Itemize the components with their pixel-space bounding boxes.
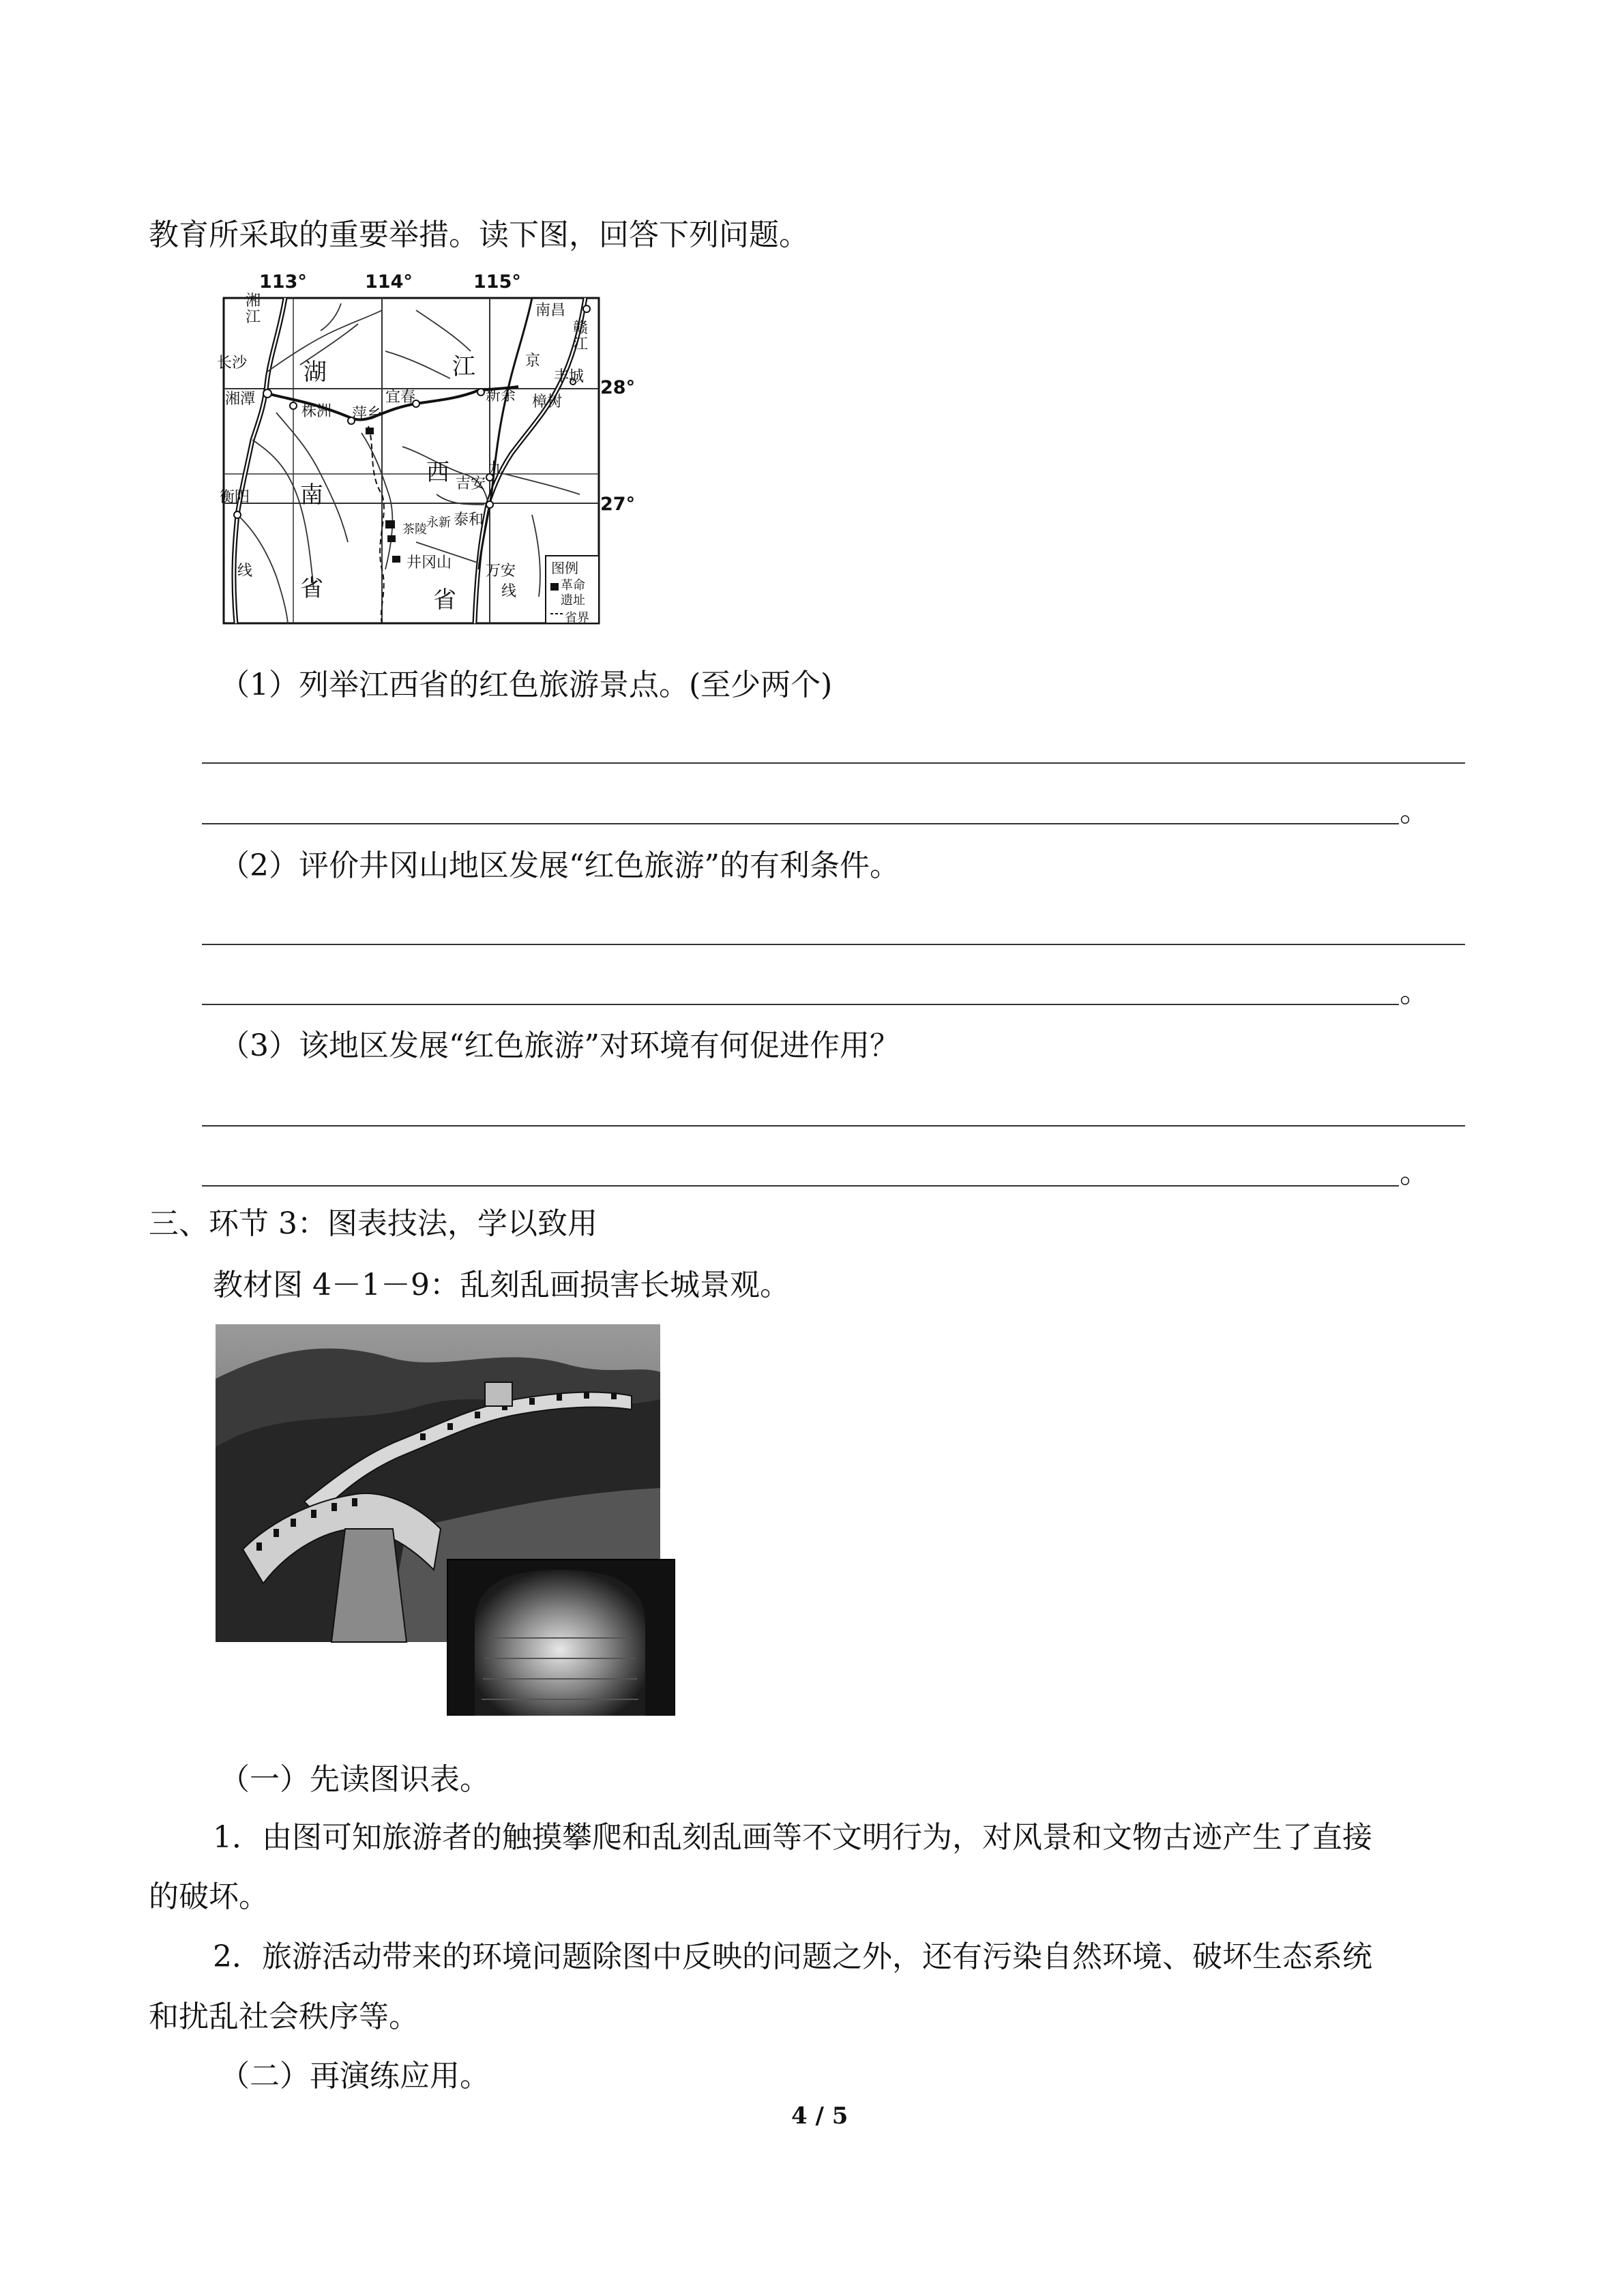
answer-line-2a[interactable] (202, 944, 1465, 945)
label-jian: 吉安 (456, 475, 486, 492)
question-1: （1）列举江西省的红色旅游景点。(至少两个) (220, 668, 833, 702)
section-3-title: 三、环节 3：图表技法，学以致用 (149, 1206, 597, 1241)
label-pingxiang: 萍乡 (352, 406, 383, 423)
lat-label-28: 28° (600, 377, 636, 398)
lon-label-115: 115° (473, 271, 521, 293)
answer-period-1: 。 (1400, 794, 1430, 829)
label-xiangjiang: 湘江 (246, 293, 261, 326)
label-sheng-left: 省 (300, 575, 323, 602)
lon-label-113: 113° (259, 271, 307, 293)
item1-line2: 的破坏。 (149, 1879, 269, 1914)
page-number: 4 / 5 (791, 2102, 848, 2130)
sub2-title: （二）再演练应用。 (220, 2059, 490, 2093)
label-xiangtan: 湘潭 (225, 391, 256, 408)
answer-line-1a[interactable] (202, 762, 1465, 764)
label-xinyu: 新余 (486, 387, 516, 404)
answer-line-3a[interactable] (202, 1125, 1465, 1127)
great-wall-photo (216, 1324, 675, 1716)
item2-line2: 和扰乱社会秩序等。 (149, 1999, 419, 2034)
label-hengyang: 衡阳 (220, 489, 250, 506)
label-nanchang: 南昌 (535, 302, 566, 319)
label-taihe: 泰和 (454, 511, 484, 528)
label-jing: 京 (525, 353, 541, 370)
label-changsha: 长沙 (217, 355, 248, 372)
legend-border: 省界 (565, 611, 589, 625)
label-hu: 湖 (304, 359, 327, 386)
answer-line-1b[interactable] (202, 823, 1399, 824)
label-zhangshu: 樟树 (532, 393, 563, 411)
label-fengcheng: 丰城 (554, 368, 585, 385)
label-jinggangshan: 井冈山 (407, 554, 452, 571)
answer-line-3b[interactable] (202, 1185, 1399, 1187)
label-xi: 西 (426, 459, 449, 486)
sub1-title: （一）先读图识表。 (220, 1762, 490, 1797)
label-jiu: 九 (488, 460, 503, 477)
item2-line1: 2．旅游活动带来的环境问题除图中反映的问题之外，还有污染自然环境、破坏生态系统 (213, 1939, 1372, 1974)
lat-label-27: 27° (600, 494, 636, 515)
answer-period-2: 。 (1400, 974, 1430, 1009)
label-jiang: 江 (452, 353, 475, 381)
item1-line1: 1．由图可知旅游者的触摸攀爬和乱刻乱画等不文明行为，对风景和文物古迹产生了直接 (213, 1820, 1372, 1855)
figure-caption: 教材图 4－1－9：乱刻乱画损害长城景观。 (213, 1268, 790, 1302)
label-chaling: 茶陵 (402, 522, 427, 537)
question-2: （2）评价井冈山地区发展“红色旅游”的有利条件。 (220, 848, 900, 883)
answer-period-3: 。 (1400, 1155, 1430, 1190)
label-yongxin: 永新 (426, 516, 451, 530)
intro-line: 教育所采取的重要举措。读下图，回答下列问题。 (149, 218, 809, 252)
lon-label-114: 114° (365, 271, 413, 293)
label-wanan: 万安 (486, 563, 516, 580)
question-3: （3）该地区发展“红色旅游”对环境有何促进作用？ (220, 1028, 900, 1063)
label-xian: 线 (237, 563, 253, 580)
label-yichun: 宜春 (385, 389, 416, 406)
label-nan: 南 (300, 481, 323, 509)
legend-site: 革命遗址 (561, 578, 585, 608)
answer-line-2b[interactable] (202, 1004, 1399, 1005)
legend-title: 图例 (551, 560, 578, 576)
label-zhuzhou: 株洲 (301, 403, 332, 420)
label-ganjiang: 赣江 (573, 320, 589, 353)
label-fuxian: 线 (501, 583, 517, 600)
label-sheng-right: 省 (433, 586, 456, 614)
